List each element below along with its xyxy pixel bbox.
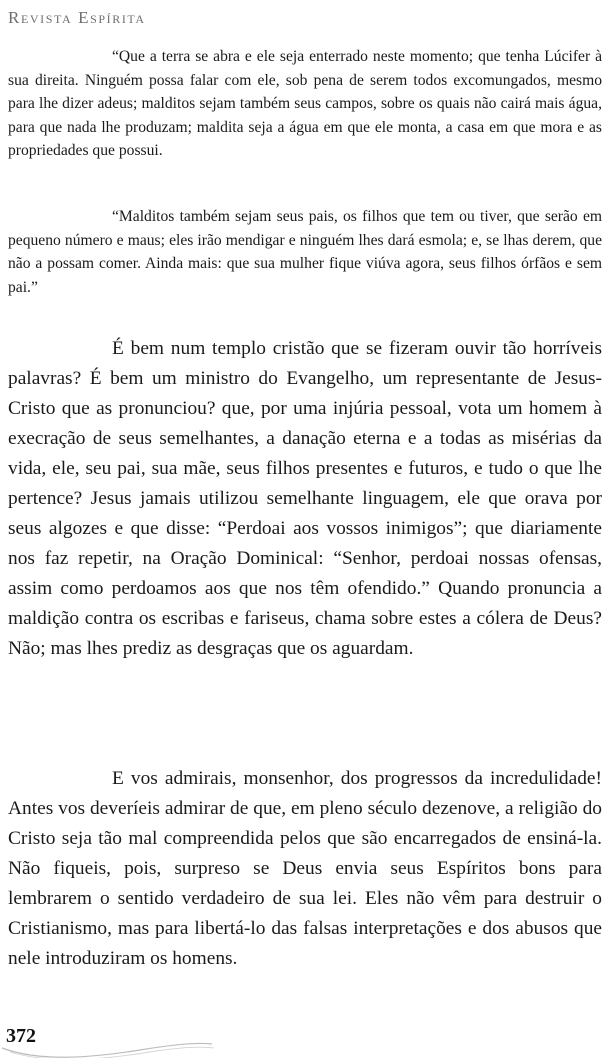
running-header: Revista Espírita [8, 8, 146, 27]
page-number: 372 [6, 1025, 36, 1047]
quote-paragraph-2: “Malditos também sejam seus pais, os filhos que tem ou tiver, que serão em pequeno número e maus; eles irão mendigar e ninguém lhes dará esmola; e, se lhas derem, que não a possam comer. Ainda mais: que sua mulher fique viúva agora, seus filhos órfãos e sem pai.” [8, 208, 602, 296]
body-paragraph-1: É bem num templo cristão que se fizeram ouvir tão horríveis palavras? É bem um ministro do Evangelho, um representante de Jesus-Cristo que as pronunciou? que, por uma injúria pessoal, vota um homem à execração de seus semelhantes, a danação eterna e a todas as misérias da vida, ele, seu pai, sua mãe, seus filhos presentes e futuros, e tudo o que lhe pertence? Jesus jamais utilizou semelhante linguagem, ele que orava por seus algozes e que disse: “Perdoai aos vossos inimigos”; que diariamente nos faz repetir, na Oração Dominical: “Senhor, perdoai nossas ofensas, assim como perdoamos aos que nos têm ofendido.” Quando pronuncia a maldição contra os escribas e fariseus, chama sobre estes a cólera de Deus? Não; mas lhes prediz as desgraças que os aguardam. [8, 338, 602, 659]
quote-paragraph-1: “Que a terra se abra e ele seja enterrado neste momento; que tenha Lúcifer à sua direita. Ninguém possa falar com ele, sob pena de serem todos excomungados, mesmo para lhe dizer adeus; malditos sejam também seus campos, sobre os quais não cairá mais água, para que nada lhe produzam; maldita seja a água em que ele monta, a casa em que mora e as propriedades que possui. [8, 48, 602, 159]
body-paragraph-2: E vos admirais, monsenhor, dos progressos da incredulidade! Antes vos deveríeis admirar de que, em pleno século dezenove, a religião do Cristo seja tão mal compreendida pelos que são encarregados de ensiná-la. Não fiqueis, pois, surpreso se Deus envia seus Espíritos bons para lembrarem o sentido verdadeiro de sua lei. Eles não vêm para destruir o Cristianismo, mas para libertá-lo das falsas interpretações e dos abusos que nele introduziram os homens. [8, 768, 602, 969]
